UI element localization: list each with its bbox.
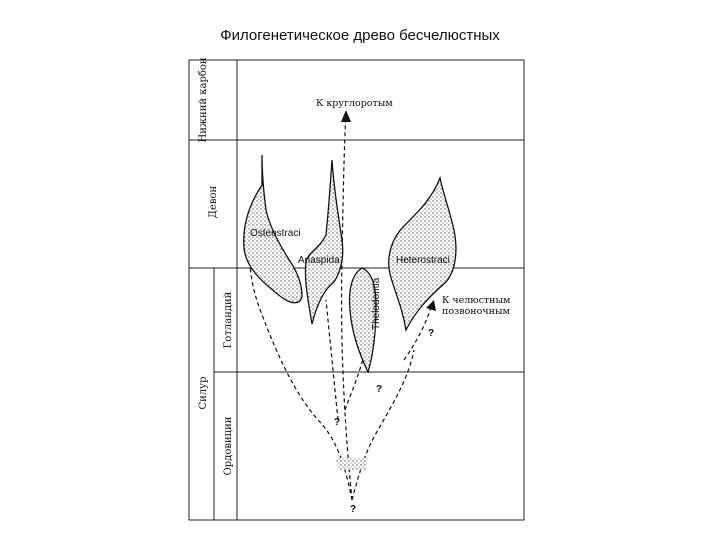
question-mark-root: ? <box>350 504 357 515</box>
clade-label-anaspida: Anaspida <box>298 255 340 266</box>
lineage-anaspida-stem <box>326 300 338 420</box>
period-label-gotlandian: Готландий <box>223 291 234 349</box>
period-label-ordovician: Ордовиции <box>223 416 234 476</box>
clade-label-osteostraci: Osteostraci <box>250 228 301 239</box>
page-title: Филогенетическое древо бесчелюстных <box>220 27 500 44</box>
arrow-to-gnathostomes <box>426 300 436 311</box>
question-mark-gnathostomes: ? <box>428 328 435 339</box>
annotation-to-gnathostomes-line2: позвоночным <box>442 306 510 317</box>
clade-label-heterostraci: Heterostraci <box>396 255 450 266</box>
annotation-to-cyclostomes: К круглоротым <box>316 98 393 109</box>
period-label-silurian: Силур <box>198 376 209 410</box>
question-mark-upper: ? <box>376 384 383 395</box>
question-mark-branching: ? <box>334 417 341 428</box>
annotation-to-gnathostomes-line1: К челюстным <box>442 295 511 306</box>
ordovician-root-patch <box>336 458 368 470</box>
period-label-devonian: Девон <box>208 185 219 219</box>
clade-shape-anaspida <box>305 160 342 324</box>
clade-label-thelodontia: Thelodontia <box>371 277 382 330</box>
arrow-to-cyclostomes <box>341 110 351 122</box>
period-label-carboniferous: Нижний карбон <box>198 57 209 143</box>
